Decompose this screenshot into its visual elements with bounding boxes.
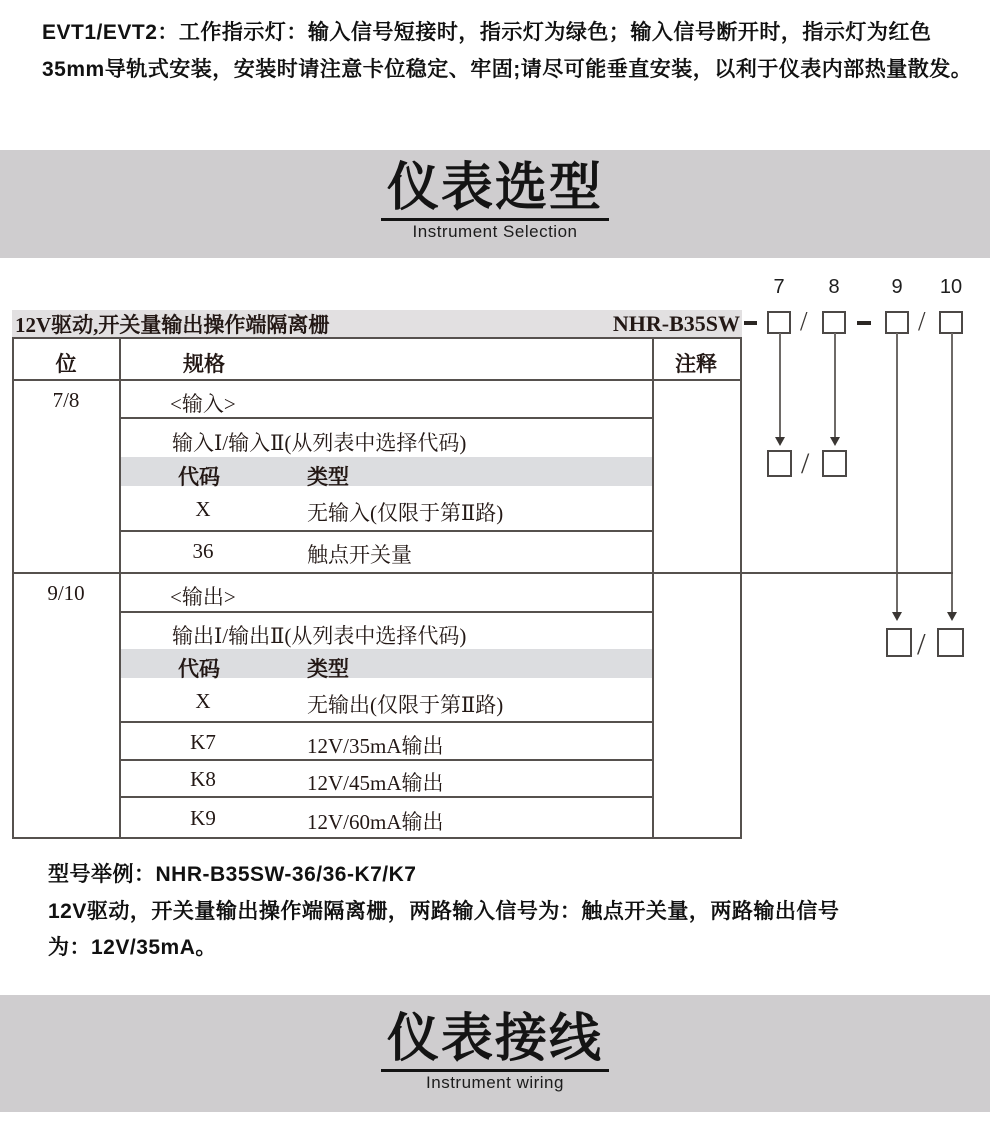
slash-separator: / [917, 626, 926, 661]
input-row-code: X [195, 497, 211, 521]
banner-instrument-wiring [0, 995, 990, 1112]
output-value-box-2 [937, 628, 964, 657]
output-title: <输出> [170, 585, 236, 609]
output-row-type: 12V/60mA输出 [307, 810, 444, 834]
input-row-code: 36 [192, 539, 214, 563]
code-box-10 [939, 311, 963, 334]
output-value-box-1 [886, 628, 912, 657]
dash-icon [744, 321, 757, 325]
input-subtitle: 输入Ⅰ/输入Ⅱ(从列表中选择代码) [172, 431, 467, 455]
banner-instrument-selection [0, 150, 990, 258]
output-type-header: 类型 [307, 657, 349, 681]
table-line-under-modelbar [12, 337, 742, 339]
dash-icon [857, 321, 871, 325]
input-value-box-1 [767, 450, 792, 477]
output-row-type: 无输出(仅限于第Ⅱ路) [307, 693, 504, 717]
model-number: NHR-B35SW [612, 311, 740, 336]
arrow-down-icon [892, 612, 902, 621]
example-line-2: 12V驱动，开关量输出操作端隔离栅，两路输入信号为：触点开关量，两路输出信号 [48, 900, 840, 923]
slash-separator: / [800, 306, 808, 336]
model-header-bar [12, 310, 742, 338]
table-border-spec-note [652, 338, 654, 838]
table-line-under-header [12, 379, 742, 381]
output-row-code: K8 [190, 767, 216, 791]
table-line-under-output-x [119, 721, 654, 723]
output-pos-label: 9/10 [47, 581, 85, 605]
input-row-type: 无输入(仅限于第Ⅱ路) [307, 501, 504, 525]
table-line-under-output-title [119, 611, 654, 613]
output-row-type: 12V/35mA输出 [307, 734, 444, 758]
intro-line-2: 35mm导轨式安装，安装时请注意卡位稳定、牢固;请尽可能垂直安装，以利于仪表内部热量散发。 [42, 58, 973, 81]
banner-wiring-subtitle: Instrument wiring [426, 1073, 564, 1093]
banner-selection-title: 仪表选型 [381, 160, 609, 221]
table-line-under-input-x [119, 530, 654, 532]
code-box-9 [885, 311, 909, 334]
example-line-1: 型号举例：NHR-B35SW-36/36-K7/K7 [48, 863, 417, 886]
table-border-right [740, 338, 742, 838]
banner-selection-subtitle: Instrument Selection [412, 222, 578, 242]
input-value-box-2 [822, 450, 847, 477]
output-code-header: 代码 [178, 657, 220, 681]
arrow-down-icon [830, 437, 840, 446]
arrow-down-icon [775, 437, 785, 446]
position-label-8: 8 [828, 276, 840, 298]
slash-separator: / [918, 306, 926, 336]
position-label-9: 9 [891, 276, 903, 298]
intro-line-1: EVT1/EVT2：工作指示灯：输入信号短接时，指示灯为绿色；输入信号断开时，指示灯为红色 [42, 21, 932, 44]
code-box-7 [767, 311, 791, 334]
output-row-code: X [195, 689, 211, 713]
arrow-down-icon [947, 612, 957, 621]
slash-separator: / [801, 447, 810, 480]
input-row-type: 触点开关量 [307, 543, 412, 567]
output-row-code: K9 [190, 806, 216, 830]
input-title: <输入> [170, 392, 236, 416]
example-line-3: 为：12V/35mA。 [48, 936, 217, 959]
col-header-spec: 规格 [183, 352, 225, 376]
col-header-pos: 位 [55, 352, 77, 376]
leader-line-7 [779, 333, 781, 438]
banner-wiring-title: 仪表接线 [381, 1011, 609, 1072]
input-pos-label: 7/8 [52, 388, 80, 412]
code-box-8 [822, 311, 846, 334]
position-label-7: 7 [773, 276, 785, 298]
model-description: 12V驱动,开关量输出操作端隔离栅 [15, 313, 330, 337]
output-row-code: K7 [190, 730, 216, 754]
col-header-note: 注释 [675, 352, 717, 376]
position-label-10: 10 [939, 276, 963, 298]
output-subtitle: 输出Ⅰ/输出Ⅱ(从列表中选择代码) [172, 624, 467, 648]
table-border-bottom [12, 837, 742, 839]
input-type-header: 类型 [307, 465, 349, 489]
table-line-section-divider [12, 572, 953, 574]
leader-line-8 [834, 333, 836, 438]
output-row-type: 12V/45mA输出 [307, 771, 444, 795]
input-code-header: 代码 [178, 465, 220, 489]
